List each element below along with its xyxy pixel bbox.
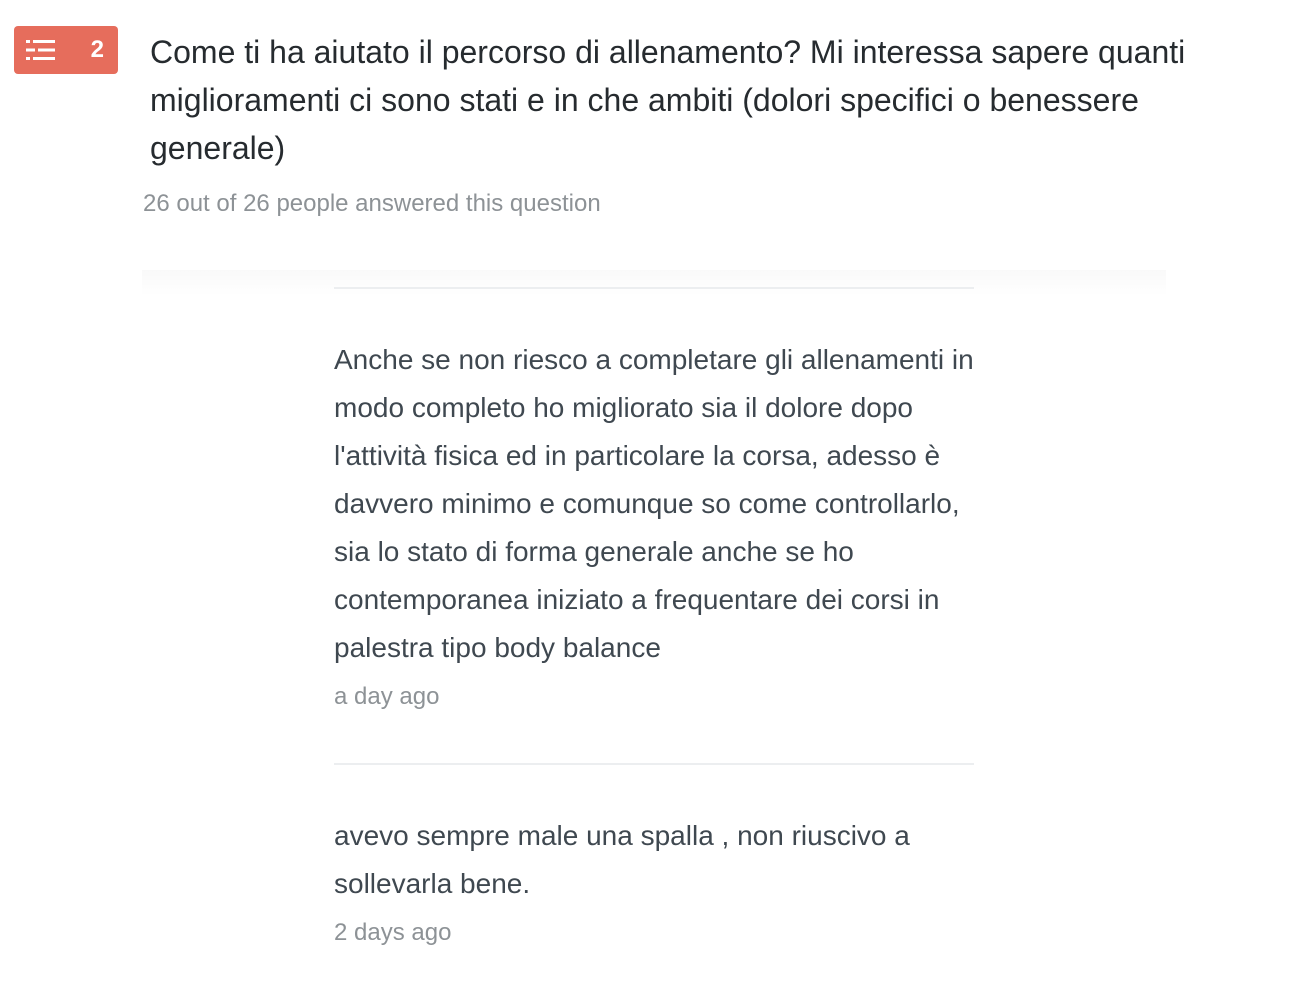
- answer-text: avevo sempre male una spalla , non riuscivo a sollevarla bene.: [334, 820, 910, 899]
- answered-count: 26 out of 26 people answered this question: [143, 190, 601, 217]
- question-number: 2: [90, 36, 104, 63]
- answer-item: [334, 287, 974, 714]
- answer-timestamp: a day ago: [334, 683, 440, 710]
- list-icon: [26, 39, 56, 61]
- answer-text: Anche se non riesco a completare gli allenamenti in modo completo ho migliorato sia il dolore dopo l'attività fisica ed in particolare la corsa, adesso è davvero minimo e comunque so come controllarlo, sia lo stato di forma generale anche se ho contemporanea iniziato a frequentare dei corsi in palestra tipo body balance: [334, 344, 974, 663]
- answer-item: [334, 763, 974, 950]
- answers-list: [334, 287, 974, 950]
- question-title: Come ti ha aiutato il percorso di allenamento? Mi interessa sapere quanti miglioramenti ci sono stati e in che ambiti (dolori specifici o benessere generale): [150, 34, 1186, 166]
- answer-timestamp: 2 days ago: [334, 919, 452, 946]
- question-number-badge: [14, 26, 118, 74]
